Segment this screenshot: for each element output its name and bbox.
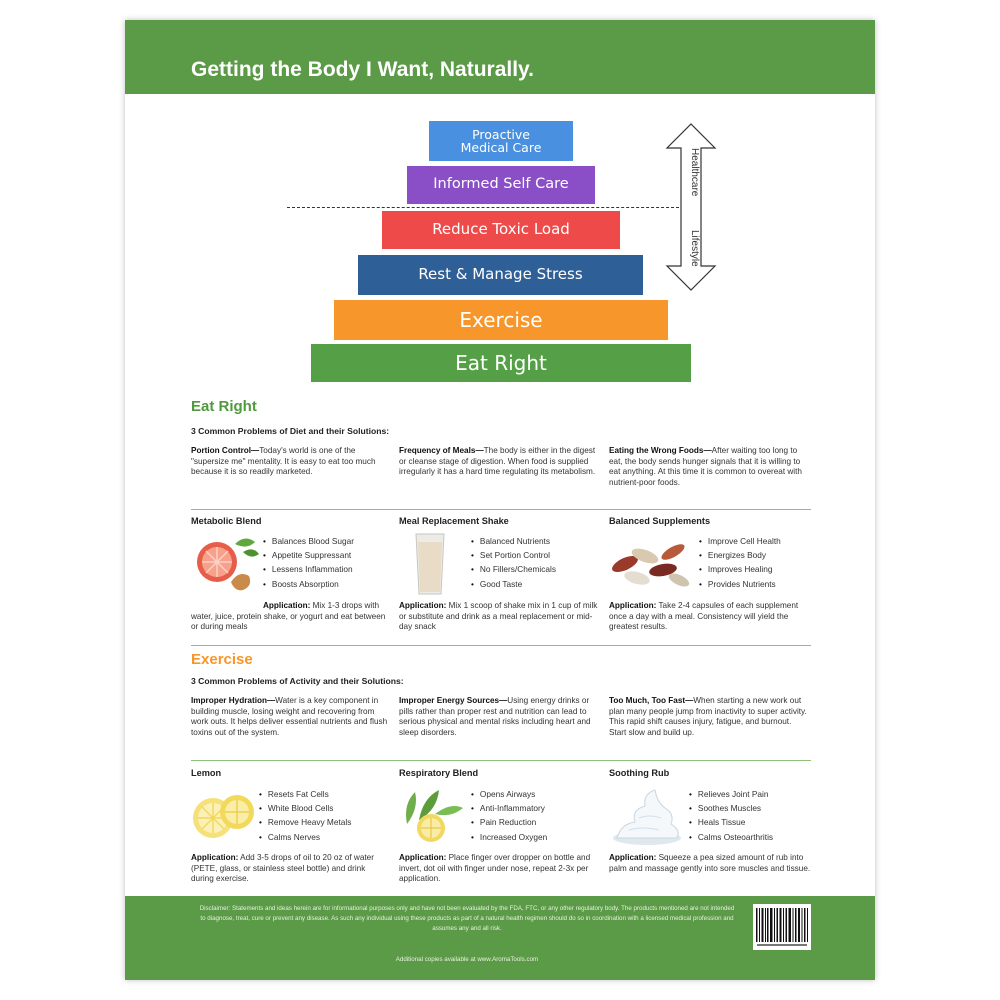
product-title-lemon: Lemon [191,768,222,778]
application-label: Application: [263,601,311,610]
benefit-item: • Pain Reduction [471,815,547,829]
supplements-application [609,601,814,633]
activity-problem-text: Using energy drinks or pills rather than proper rest and nutrition can lead to serious physical and mental risks including heart and sleep disorders. [399,696,591,737]
application-text: Place finger over dropper on bottle and invert, dot oil with finger under nose, repeat 2-3x per application. [399,853,591,883]
benefit-item: • Relieves Joint Pain [689,787,773,801]
diet-problem-heading: Portion Control— [191,446,260,455]
supplements-benefits [699,534,781,591]
benefit-item: • White Blood Cells [259,801,351,815]
barcode-image [753,904,811,950]
soothing-rub-application [609,853,814,874]
benefit-item: • Opens Airways [471,787,547,801]
benefit-item: • Energizes Body [699,548,781,562]
metabolic-blend-application [191,601,386,633]
benefit-item: • Set Portion Control [471,548,556,562]
pyramid-level-medical-care: Proactive Medical Care [429,121,573,161]
benefit-item: • Anti-Inflammatory [471,801,547,815]
benefit-item: • Improves Healing [699,562,781,576]
application-label: Application: [399,601,447,610]
activity-problem-text: When starting a new work out plan many people jump from inactivity to super activity. This rapid shift causes injury, fatigue, and burnout. Start slow and build up. [609,696,807,737]
lemon-application [191,853,381,885]
diet-problem-3 [609,446,809,488]
grapefruit-ginger-image [191,532,261,596]
flyer-page [125,20,875,980]
activity-problem-1 [191,696,391,738]
application-label: Application: [399,853,447,862]
respiratory-blend-application [399,853,604,885]
diet-problem-text: After waiting too long to eat, the body sends hunger signals that it is willing to eat anything. At this time it is common to overeat with nutrient-poor foods. [609,446,802,487]
meal-shake-benefits [471,534,556,591]
benefit-item: • Heals Tissue [689,815,773,829]
benefit-item: • Resets Fat Cells [259,787,351,801]
cream-dollop-image [609,786,685,846]
product-title-soothing-rub: Soothing Rub [609,768,670,778]
eat-right-subhead: 3 Common Problems of Diet and their Solutions: [191,426,390,436]
section-divider [191,645,811,646]
application-label: Application: [609,853,657,862]
application-text: Mix 1 scoop of shake mix in 1 cup of milk or substitute and drink as a meal replacement or mid-day snack [399,601,598,631]
diet-problem-text: Today's world is one of the "supersize me" mentality. It is easy to eat too much because it is so readily marketed. [191,446,376,476]
activity-problem-heading: Improper Energy Sources— [399,696,508,705]
page-title: Getting the Body I Want, Naturally. [191,58,535,81]
additional-copies-text: Additional copies available at www.AromaTools.com [395,956,539,963]
benefit-item: • Appetite Suppressant [263,548,354,562]
product-title-metabolic-blend: Metabolic Blend [191,516,262,526]
pyramid-level-self-care: Informed Self Care [407,166,595,204]
application-text: Mix 1-3 drops with water, juice, protein shake, or yogurt and eat between or during meals [191,601,386,631]
activity-problem-heading: Improper Hydration— [191,696,276,705]
application-label: Application: [609,601,657,610]
exercise-subhead: 3 Common Problems of Activity and their Solutions: [191,676,404,686]
application-text: Add 3-5 drops of oil to 20 oz of water (PETE, glass, or stainless steel bottle) and drink during exercise. [191,853,374,883]
benefit-item: • Calms Nerves [259,830,351,844]
benefit-item: • Provides Nutrients [699,577,781,591]
shake-glass-image [413,532,447,596]
diet-problem-heading: Frequency of Meals— [399,446,484,455]
footer-banner [125,896,875,980]
benefit-item: • Balances Blood Sugar [263,534,354,548]
pyramid-level-toxic-load: Reduce Toxic Load [382,211,620,249]
eat-right-heading: Eat Right [191,398,257,415]
activity-problem-text: Water is a key component in building muscle, losing weight and recovering from work outs. It helps deliver essential nutrients and flush toxins out of the system. [191,696,388,737]
activity-problem-3 [609,696,809,738]
benefit-item: • Calms Osteoarthritis [689,830,773,844]
benefit-item: • Soothes Muscles [689,801,773,815]
benefit-item: • No Fillers/Chemicals [471,562,556,576]
benefit-item: • Balanced Nutrients [471,534,556,548]
pyramid-level-rest-stress: Rest & Manage Stress [358,255,643,295]
pyramid-level-exercise: Exercise [334,300,668,340]
lemon-benefits [259,787,351,844]
benefit-item: • Increased Oxygen [471,830,547,844]
pyramid-level-eat-right: Eat Right [311,344,691,382]
application-text: Take 2-4 capsules of each supplement once a day with a meal. Consistency will yield the greatest results. [609,601,799,631]
respiratory-blend-benefits [471,787,547,844]
diet-problem-text: The body is either in the digest or cleanse stage of digestion. When food is supplied irregularly it has a hard time regulating its metabolism. [399,446,596,476]
metabolic-blend-benefits [263,534,354,591]
disclaimer-text: Disclaimer: Statements and ideas herein are for informational purposes only and have not been evaluated by the FDA, FTC, or any other regulatory body. The products mentioned are not intended to diagnose, treat, cure or prevent any disease. As such any individual using these products as part of a natural health regimen should do so in coordination with a licensed medical profession and assumes any and all risk. [199,905,735,933]
diet-problem-2 [399,446,599,478]
supplement-capsules-image [607,534,693,594]
arrow-label-lifestyle: Lifestyle [689,230,700,267]
arrow-label-healthcare: Healthcare [689,148,700,197]
soothing-rub-benefits [689,787,773,844]
product-title-meal-shake: Meal Replacement Shake [399,516,509,526]
activity-problem-2 [399,696,599,738]
benefit-item: • Boosts Absorption [263,577,354,591]
benefit-item: • Lessens Inflammation [263,562,354,576]
exercise-heading: Exercise [191,651,253,668]
application-label: Application: [191,853,239,862]
benefit-item: • Improve Cell Health [699,534,781,548]
diet-problem-heading: Eating the Wrong Foods— [609,446,712,455]
benefit-item: • Remove Heavy Metals [259,815,351,829]
header-banner [125,20,875,94]
activity-problem-heading: Too Much, Too Fast— [609,696,694,705]
diet-problem-1 [191,446,391,478]
benefit-item: • Good Taste [471,577,556,591]
herbs-lemon-image [399,784,465,844]
application-text: Squeeze a pea sized amount of rub into palm and massage gently into sore muscles and tissue. [609,853,811,873]
section-divider [191,509,811,510]
lemon-image [191,786,257,844]
product-title-respiratory-blend: Respiratory Blend [399,768,479,778]
meal-shake-application [399,601,604,633]
pyramid-divider [287,207,689,208]
product-title-supplements: Balanced Supplements [609,516,711,526]
section-divider [191,760,811,761]
